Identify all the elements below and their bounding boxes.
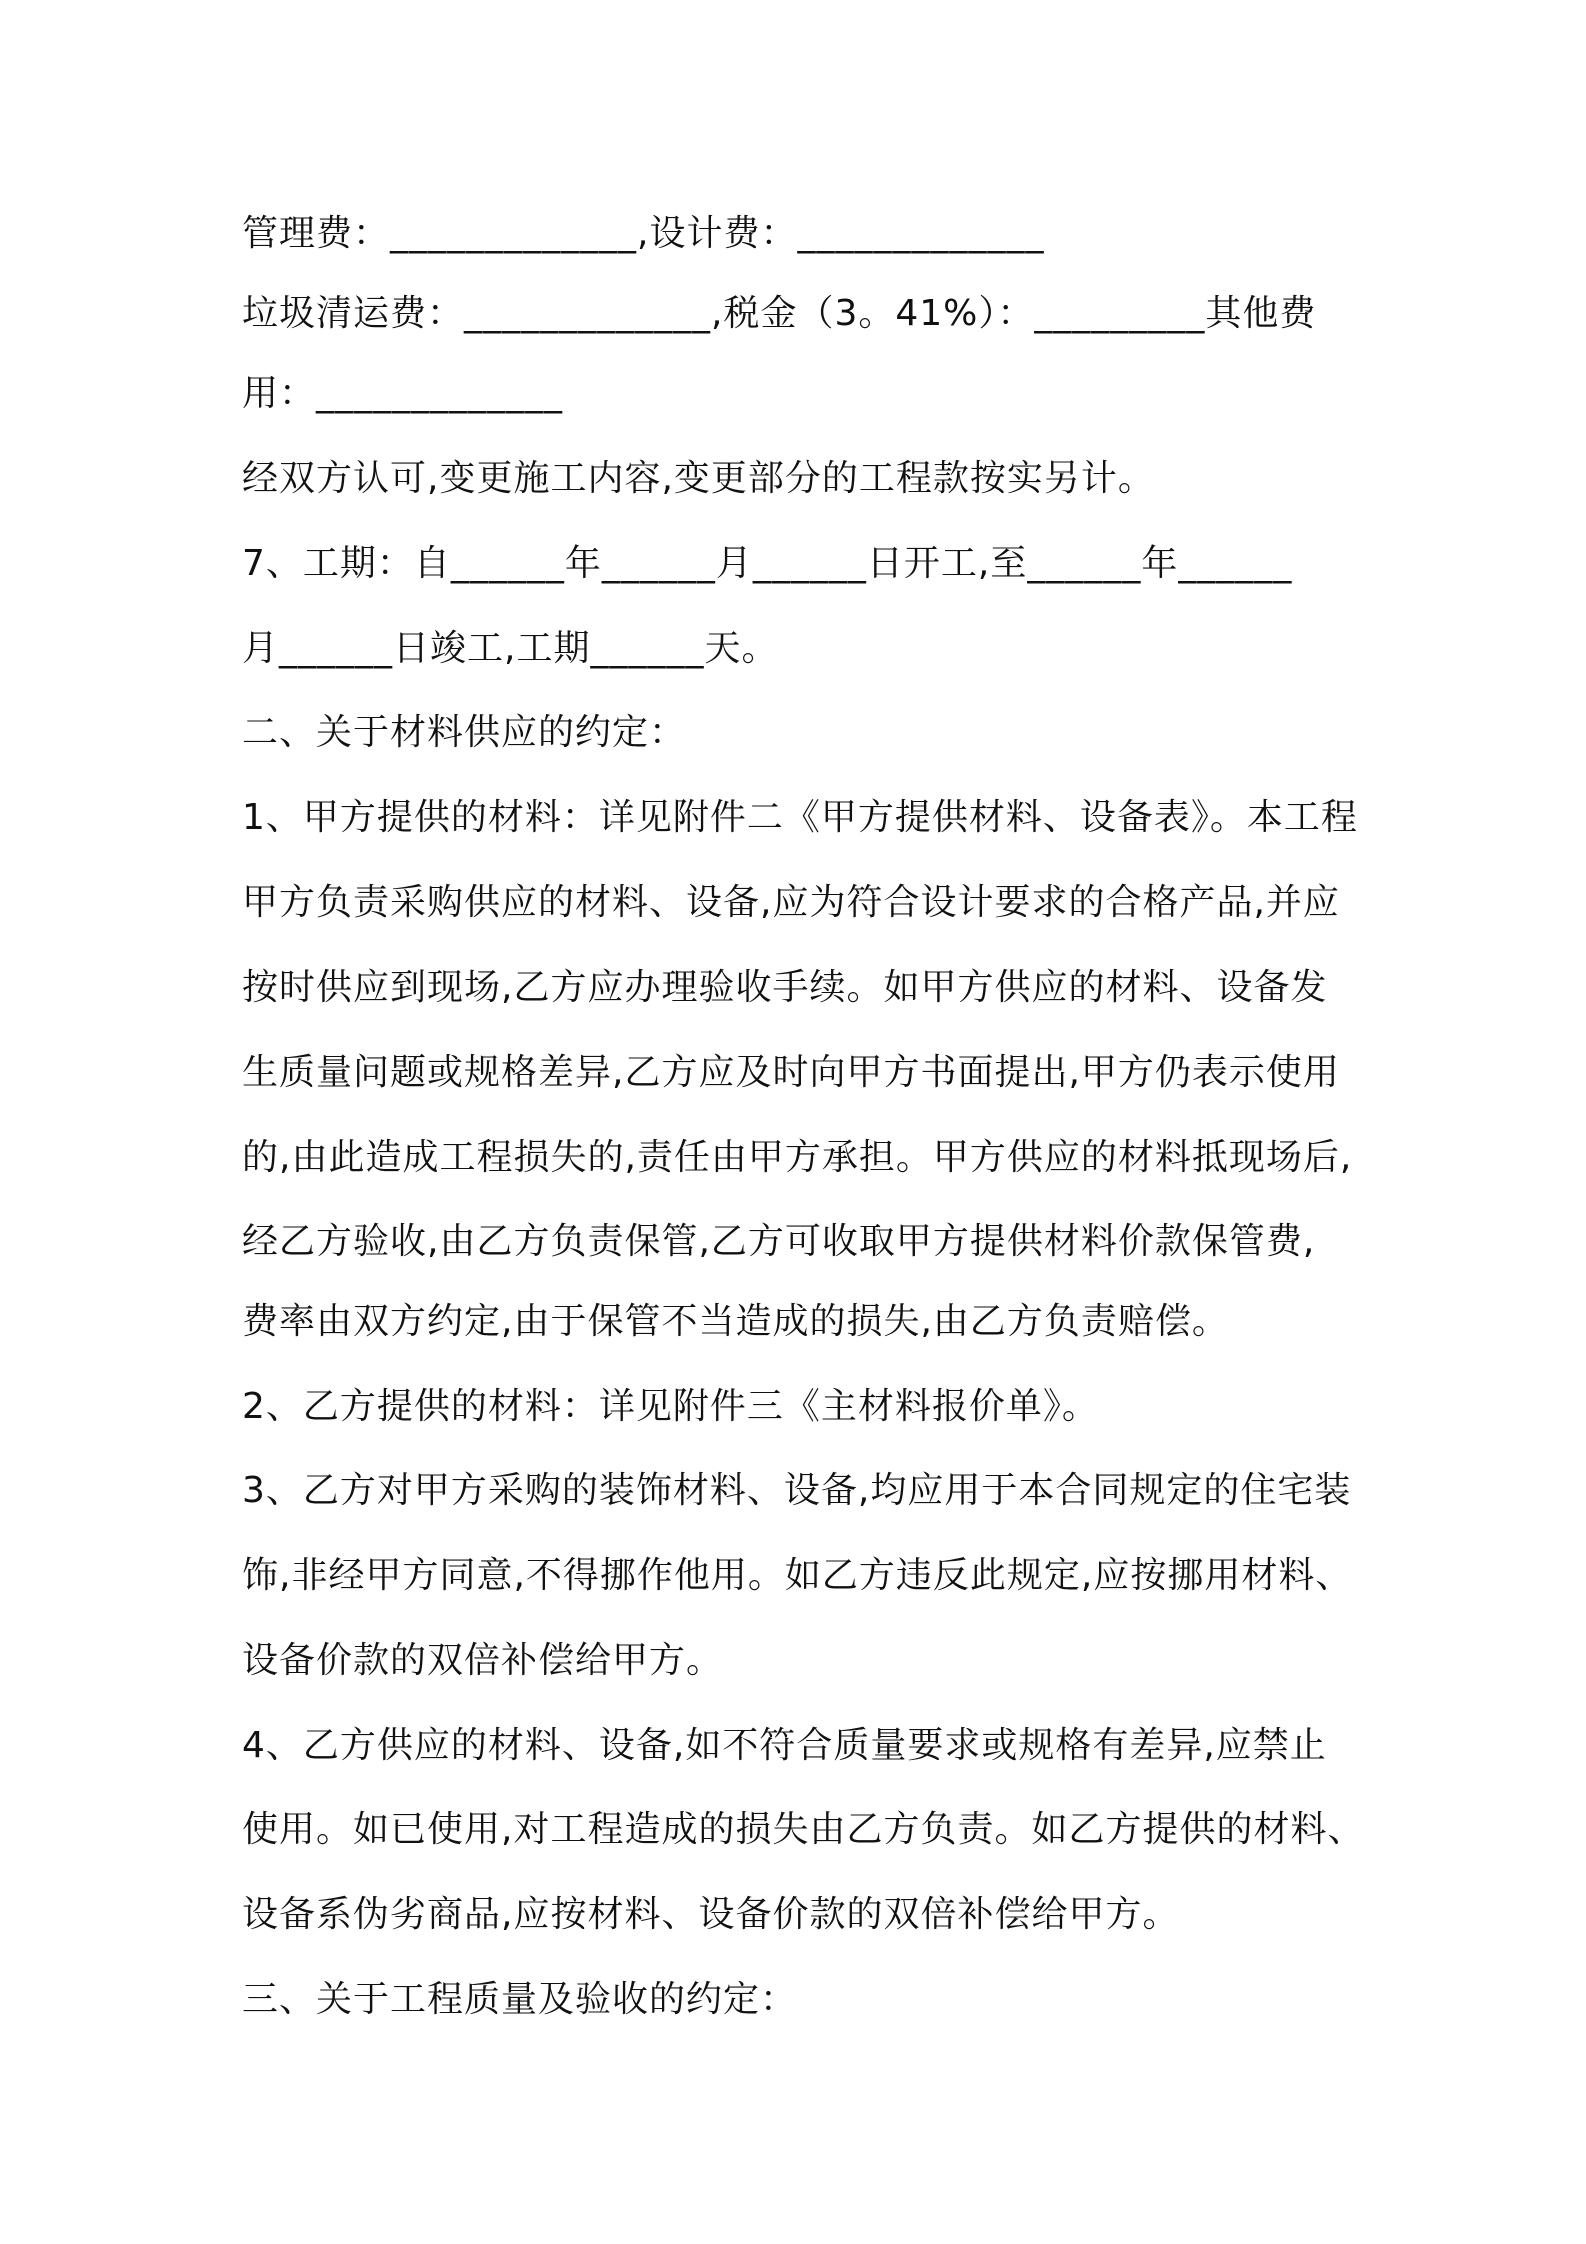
paragraph-line: 使用。如已使用,对工程造成的损失由乙方负责。如乙方提供的材料、: [242, 1809, 1365, 1850]
paragraph-line: 经乙方验收,由乙方负责保管,乙方可收取甲方提供材料价款保管费,: [242, 1221, 1316, 1262]
text-line-schedule-start: 7、工期：自______年______月______日开工,至______年______: [242, 543, 1293, 584]
paragraph-line: 设备系伪劣商品,应按材料、设备价款的双倍补偿给甲方。: [242, 1894, 1180, 1935]
paragraph-line: 甲方负责采购供应的材料、设备,应为符合设计要求的合格产品,并应: [242, 882, 1340, 923]
section-heading-quality: 三、关于工程质量及验收的约定：: [242, 1979, 798, 2020]
paragraph-line: 设备价款的双倍补偿给甲方。: [242, 1640, 724, 1681]
section-heading-materials: 二、关于材料供应的约定：: [242, 712, 687, 753]
paragraph-line: 4、乙方供应的材料、设备,如不符合质量要求或规格有差异,应禁止: [242, 1725, 1327, 1766]
paragraph-line: 饰,非经甲方同意,不得挪作他用。如乙方违反此规定,应按挪用材料、: [242, 1555, 1353, 1596]
text-line-fees-management-design: 管理费：_____________,设计费：_____________: [242, 213, 1045, 254]
paragraph-line: 的,由此造成工程损失的,责任由甲方承担。甲方供应的材料抵现场后,: [242, 1137, 1353, 1178]
paragraph-line: 费率由双方约定,由于保管不当造成的损失,由乙方负责赔偿。: [242, 1301, 1229, 1342]
text-line-schedule-end: 月______日竣工,工期______天。: [242, 628, 779, 669]
text-line-change-clause: 经双方认可,变更施工内容,变更部分的工程款按实另计。: [242, 458, 1155, 499]
paragraph-line: 按时供应到现场,乙方应办理验收手续。如甲方供应的材料、设备发: [242, 967, 1328, 1008]
paragraph-line: 2、乙方提供的材料：详见附件三《主材料报价单》。: [242, 1386, 1099, 1427]
text-line-fees-other: 用：_____________: [242, 373, 564, 414]
paragraph-line: 3、乙方对甲方采购的装饰材料、设备,均应用于本合同规定的住宅装: [242, 1470, 1352, 1511]
paragraph-line: 生质量问题或规格差异,乙方应及时向甲方书面提出,甲方仍表示使用: [242, 1052, 1340, 1093]
text-line-fees-cleanup-tax: 垃圾清运费：_____________,税金（3。41%）：_________其他费: [242, 293, 1317, 334]
paragraph-line: 1、甲方提供的材料：详见附件二《甲方提供材料、设备表》。本工程: [242, 797, 1358, 838]
